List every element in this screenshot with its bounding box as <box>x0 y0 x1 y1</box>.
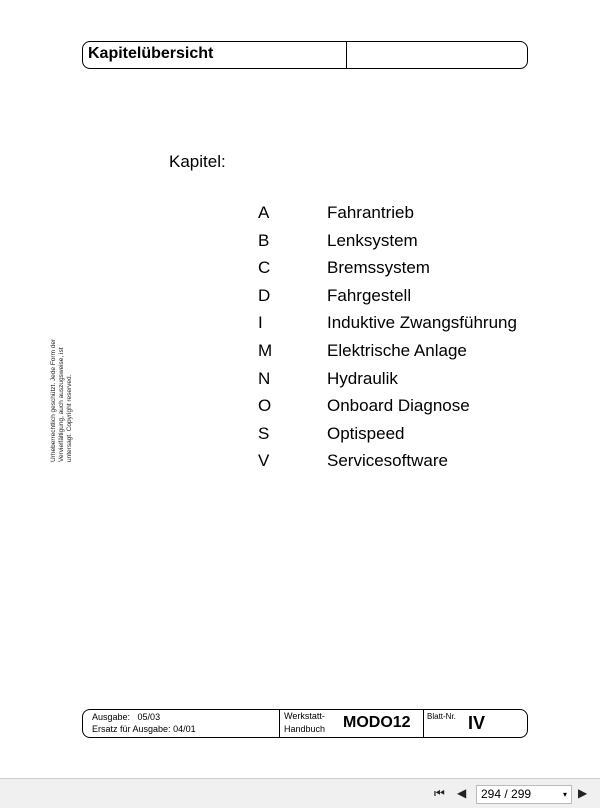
werkstatt-label: Werkstatt- <box>284 711 325 721</box>
ersatz-value: 04/01 <box>173 724 196 734</box>
chapter-name: Fahrgestell <box>327 285 412 305</box>
blatt-number: IV <box>468 713 486 733</box>
page-title: Kapitelübersicht <box>88 45 214 62</box>
ausgabe-line <box>92 712 160 722</box>
chapter-intro: Kapitel: <box>169 152 226 171</box>
chapter-name: Hydraulik <box>327 368 398 388</box>
next-page-icon[interactable]: ▶ <box>578 786 588 800</box>
first-page-icon[interactable]: ⏮ <box>434 786 445 800</box>
chevron-down-icon[interactable]: ▾ <box>562 790 567 799</box>
chapter-name: Servicesoftware <box>327 451 448 471</box>
chapter-letter: M <box>258 341 273 360</box>
blatt-label: Blatt-Nr. <box>427 712 456 721</box>
ausgabe-value: 05/03 <box>137 712 161 722</box>
chapter-letter: O <box>258 396 272 416</box>
page-selector[interactable] <box>476 785 572 804</box>
chapter-name: Bremssystem <box>327 258 430 278</box>
chapter-letter: S <box>258 423 270 443</box>
header-divider <box>346 42 347 68</box>
chapter-letter: A <box>258 203 270 222</box>
model-name: MODO12 <box>343 714 411 731</box>
chapter-letter: D <box>258 285 271 305</box>
footer-divider <box>279 710 280 737</box>
chapter-name: Elektrische Anlage <box>327 341 467 360</box>
chapter-name: Induktive Zwangsführung <box>327 313 517 333</box>
ausgabe-label: Ausgabe: <box>92 712 131 722</box>
page-indicator: 294 / 299 <box>481 787 532 801</box>
handbuch-label: Handbuch <box>284 724 326 734</box>
footer-box <box>82 709 528 738</box>
header-box <box>82 41 528 69</box>
chapter-letter: I <box>258 313 263 333</box>
prev-page-icon[interactable]: ◀ <box>457 786 467 800</box>
chapter-letter: B <box>258 230 270 250</box>
chapter-name: Optispeed <box>327 423 405 443</box>
chapter-letter: V <box>258 451 270 471</box>
chapter-name: Lenksystem <box>327 230 418 250</box>
copyright-note: Urheberrechtlich geschützt. Jede Form der Vervielfältigung, auch auszugsweise, ist untersagt. Copyright reserved. <box>50 338 73 462</box>
chapter-name: Fahrantrieb <box>327 203 414 222</box>
chapter-letter: C <box>258 258 271 278</box>
viewer-toolbar <box>0 778 600 808</box>
ersatz-label: Ersatz für Ausgabe: <box>92 724 171 734</box>
ersatz-line <box>92 724 196 734</box>
chapter-letter: N <box>258 368 271 388</box>
chapter-name: Onboard Diagnose <box>327 396 470 416</box>
footer-divider <box>423 710 424 737</box>
